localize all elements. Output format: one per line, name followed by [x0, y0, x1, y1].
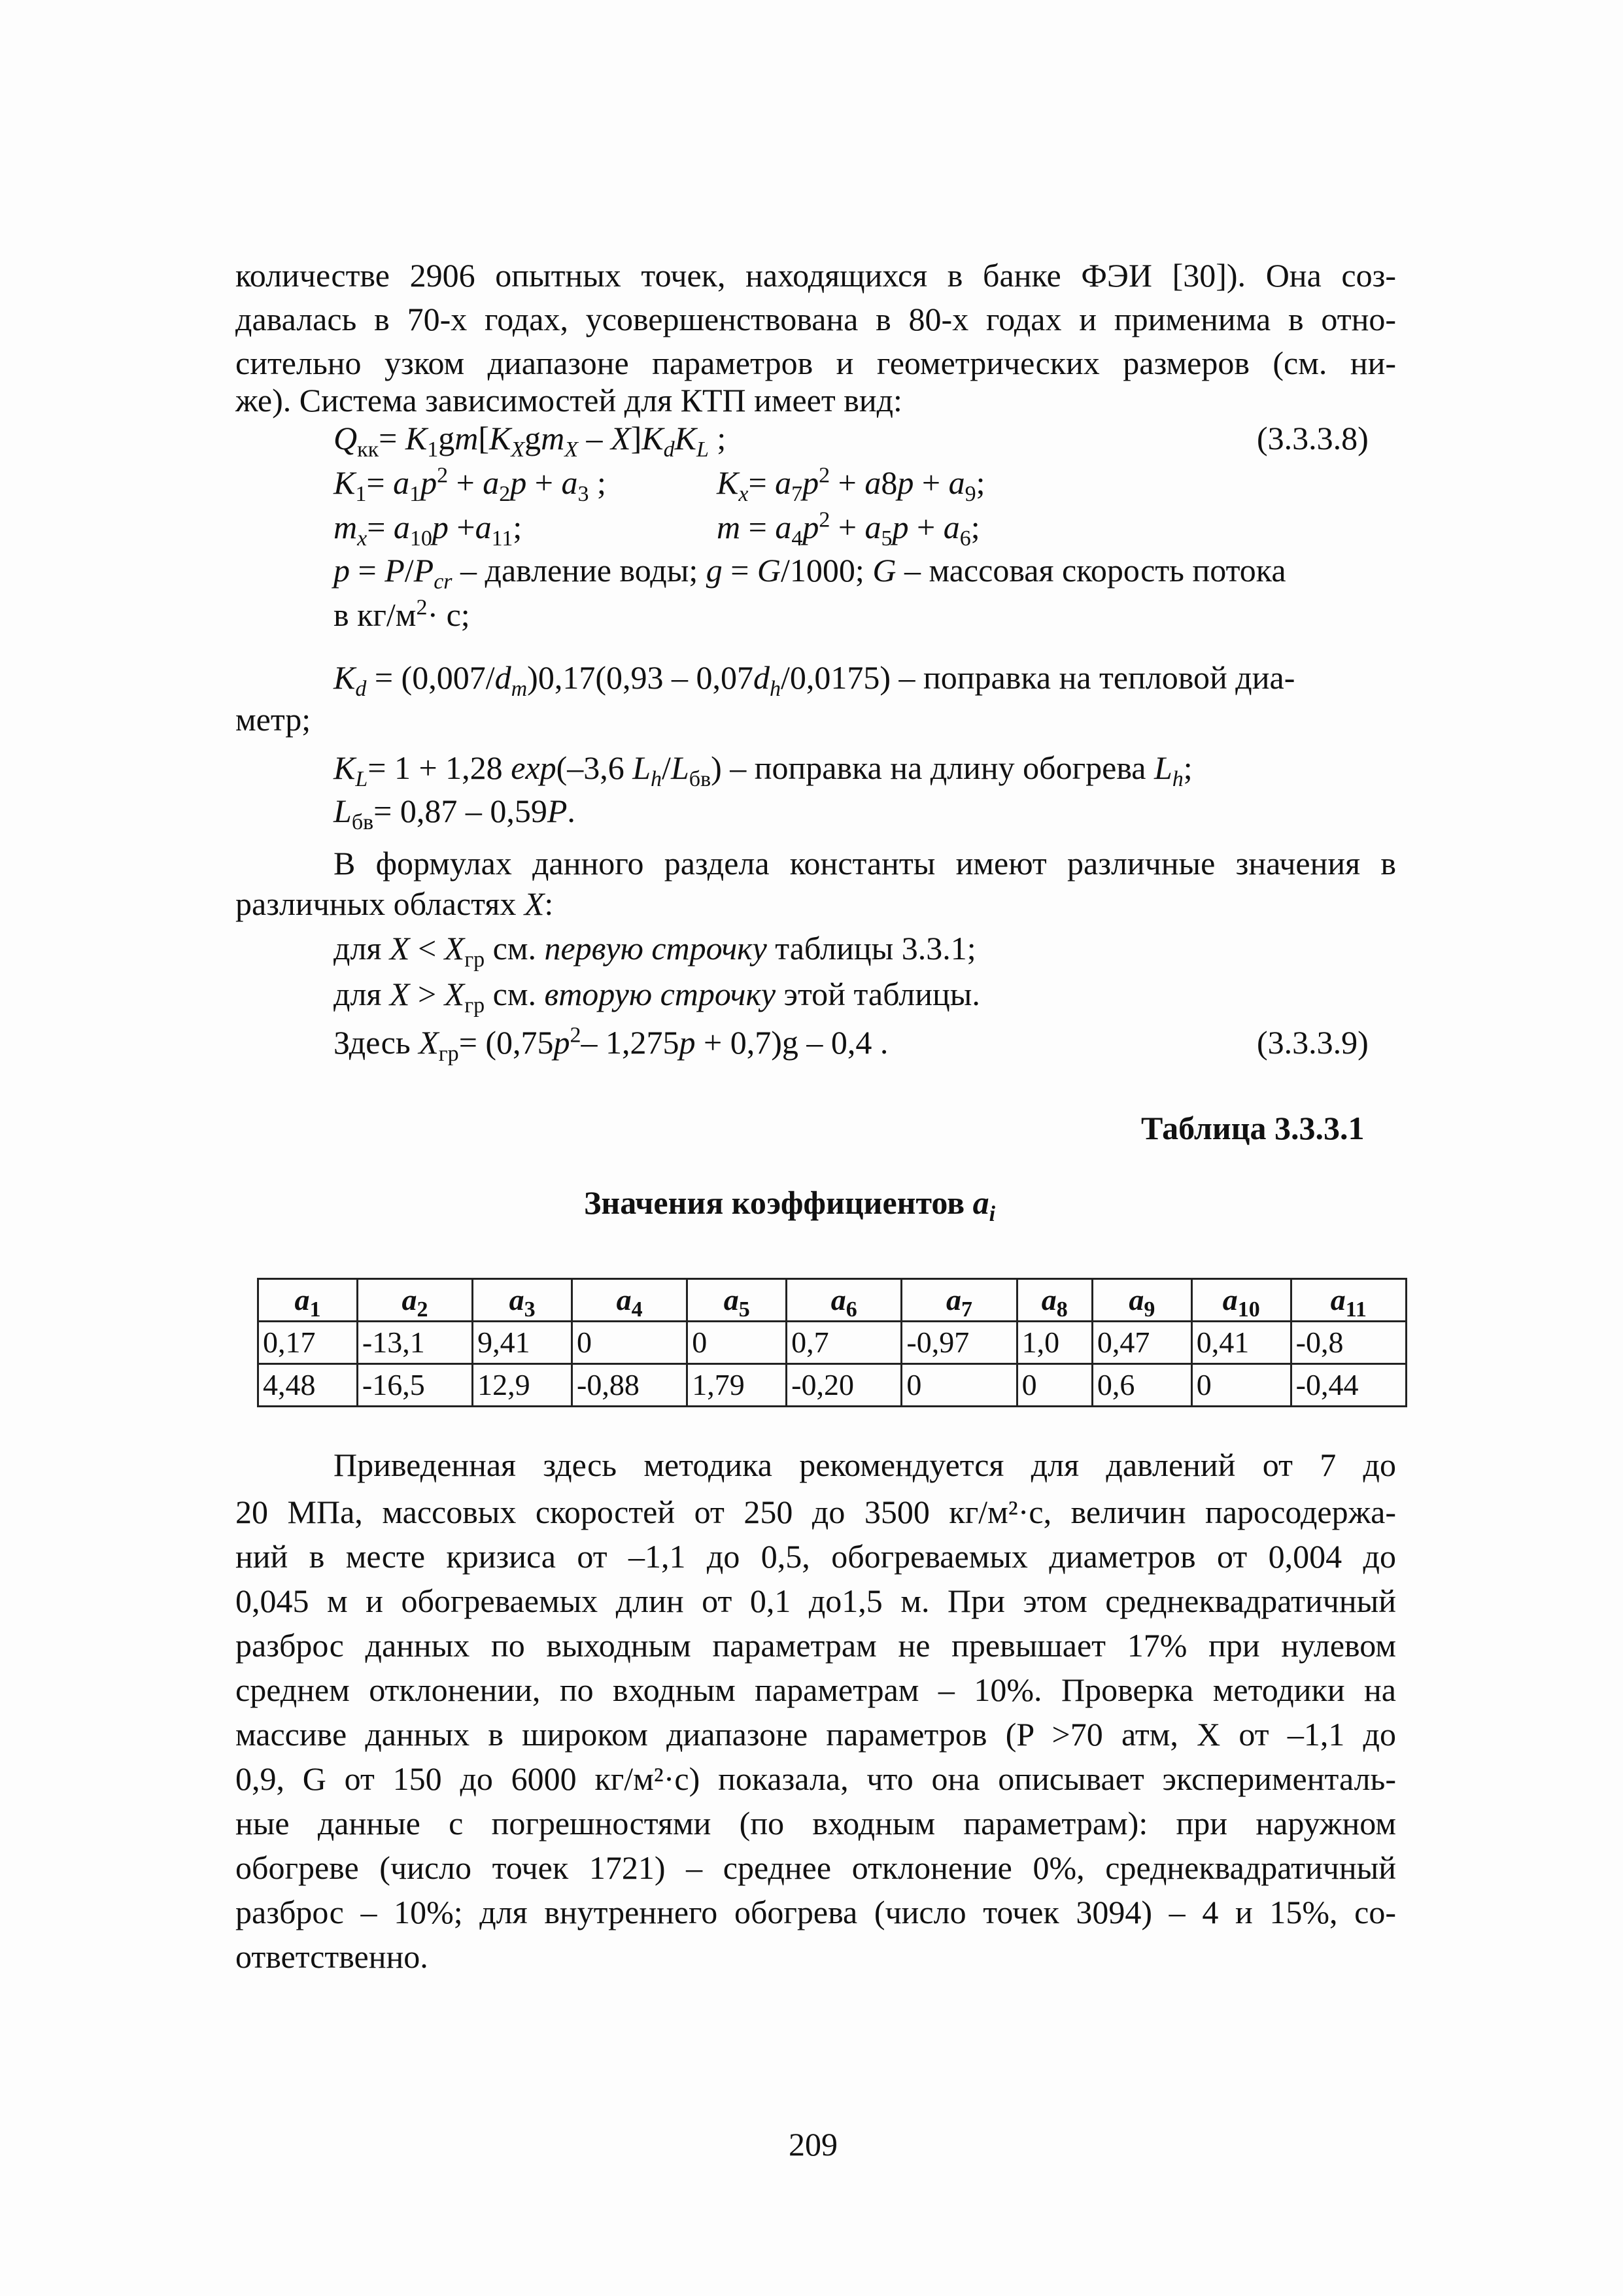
condition-1: для $X < X_{гр}$ см. первую строчку таблицы 3.3.1;: [333, 930, 976, 972]
closing-line-5: разброс данных по выходным параметрам не превышает 17% при нулевом: [235, 1627, 1396, 1664]
header-a5: $a_5$: [687, 1279, 787, 1322]
table-cell: 0: [1017, 1364, 1092, 1407]
page-number: 209: [789, 2126, 838, 2163]
formula-kd-tail: метр;: [235, 701, 311, 738]
regions-line-2: различных областях X:: [235, 885, 554, 922]
header-a6: $a_6$: [787, 1279, 902, 1322]
formula-lbv: $L_{бв}= 0,87 - 0,59P$.: [333, 793, 575, 834]
formula-kx: $K_x= a_7p^2 + a8p + a_9$;: [717, 463, 985, 506]
header-a8: $a_8$: [1017, 1279, 1092, 1322]
closing-line-8: 0,9, G от 150 до 6000 кг/м²·с) показала, что она описывает эксперименталь-: [235, 1760, 1396, 1797]
closing-line-2: 20 МПа, массовых скоростей от 250 до 3500 кг/м²·с, величин паросодержа-: [235, 1494, 1396, 1530]
header-a3: $a_3$: [473, 1279, 572, 1322]
intro-line-2: давалась в 70-х годах, усовершенствована в 80-х годах и применима в отно-: [235, 301, 1396, 337]
table-cell: -16,5: [357, 1364, 472, 1407]
table-cell: -0,20: [787, 1364, 902, 1407]
table-label: Таблица 3.3.3.1: [1141, 1110, 1365, 1146]
header-a1: $a_1$: [258, 1279, 358, 1322]
formula-k1: $K_1= a_1p^2 + a_2p + a_3$ ;: [333, 463, 606, 506]
closing-line-3: ний в месте кризиса от –1,1 до 0,5, обогреваемых диаметров от 0,004 до: [235, 1538, 1396, 1575]
formula-p-def: $p = P/P_{cr}$ – давление воды; g = G/1000; G – массовая скорость потока: [333, 552, 1286, 594]
closing-line-11: разброс – 10%; для внутреннего обогрева (число точек 3094) – 4 и 15%, со-: [235, 1894, 1396, 1930]
table-cell: 1,79: [687, 1364, 787, 1407]
intro-line-4: же). Система зависимостей для КТП имеет вид:: [235, 382, 902, 419]
closing-line-10: обогреве (число точек 1721) – среднее отклонение 0%, среднеквадратичный: [235, 1849, 1396, 1886]
table-cell: 0,6: [1092, 1364, 1191, 1407]
header-a7: $a_7$: [902, 1279, 1017, 1322]
table-cell: 4,48: [258, 1364, 358, 1407]
table-cell: 0,47: [1092, 1322, 1191, 1364]
table-cell: 0: [572, 1322, 687, 1364]
table-cell: -0,97: [902, 1322, 1017, 1364]
formula-units: в $кг/м^2\cdot с$;: [333, 595, 470, 633]
formula-qkk: $Q_{кк}= K_1gm[K_Xgm_X - X]K_dK_L$ ;: [333, 420, 726, 462]
table-cell: 1,0: [1017, 1322, 1092, 1364]
condition-2: для $X > X_{гр}$ см. вторую строчку этой таблицы.: [333, 976, 980, 1018]
coefficients-table: [257, 1278, 1407, 1407]
table-cell: 12,9: [473, 1364, 572, 1407]
table-header-row: [258, 1279, 1407, 1322]
table-cell: -13,1: [357, 1322, 472, 1364]
formula-kd: $K_d = (0,007/d_m)0,17(0,93 - 0,07d_h/0,0175)$ – поправка на тепловой диа-: [333, 659, 1295, 701]
closing-line-1: Приведенная здесь методика рекомендуется для давлений от 7 до: [333, 1447, 1396, 1483]
formula-kl: $K_L= 1 + 1,28$ exp(–3,6 $L_h/L_{бв}$) – поправка на длину обогрева $L_h$;: [333, 749, 1193, 791]
header-a10: $a_{10}$: [1191, 1279, 1291, 1322]
header-a11: $a_{11}$: [1291, 1279, 1406, 1322]
header-a2: $a_2$: [357, 1279, 472, 1322]
table-cell: 0,17: [258, 1322, 358, 1364]
table-cell: 0: [902, 1364, 1017, 1407]
closing-line-9: ные данные с погрешностями (по входным параметрам): при наружном: [235, 1805, 1396, 1842]
formula-mx: $m_x= a_{10}p +a_{11}$;: [333, 509, 522, 551]
equation-number-2: (3.3.3.9): [1257, 1024, 1369, 1061]
table-cell: -0,8: [1291, 1322, 1406, 1364]
table-title: Значения коэффициентов $a_i$: [584, 1184, 996, 1226]
intro-line-1: количестве 2906 опытных точек, находящихся в банке ФЭИ [30]). Она соз-: [235, 257, 1396, 294]
table-cell: 0: [687, 1322, 787, 1364]
closing-line-7: массиве данных в широком диапазоне параметров (P >70 атм, X от –1,1 до: [235, 1716, 1396, 1753]
closing-line-12: ответственно.: [235, 1938, 428, 1975]
table-cell: -0,88: [572, 1364, 687, 1407]
table-cell: 9,41: [473, 1322, 572, 1364]
table-cell: 0,41: [1191, 1322, 1291, 1364]
header-a9: $a_9$: [1092, 1279, 1191, 1322]
closing-line-6: среднем отклонении, по входным параметрам – 10%. Проверка методики на: [235, 1671, 1396, 1708]
formula-xgr: Здесь $X_{гр}= (0,75p^2-$ 1,275p + 0,7)g – 0,4 .: [333, 1023, 889, 1066]
regions-line-1: В формулах данного раздела константы имеют различные значения в: [333, 845, 1396, 882]
table-row: [258, 1322, 1407, 1364]
table-cell: 0: [1191, 1364, 1291, 1407]
table-cell: -0,44: [1291, 1364, 1406, 1407]
table-row: [258, 1364, 1407, 1407]
table-cell: 0,7: [787, 1322, 902, 1364]
closing-line-4: 0,045 м и обогреваемых длин от 0,1 до1,5 м. При этом среднеквадратичный: [235, 1583, 1396, 1619]
equation-number-1: (3.3.3.8): [1257, 420, 1369, 456]
intro-line-3: сительно узком диапазоне параметров и геометрических размеров (см. ни-: [235, 345, 1396, 381]
header-a4: $a_4$: [572, 1279, 687, 1322]
formula-m: $m = a_4p^2 + a_5p + a_6$;: [717, 507, 980, 551]
